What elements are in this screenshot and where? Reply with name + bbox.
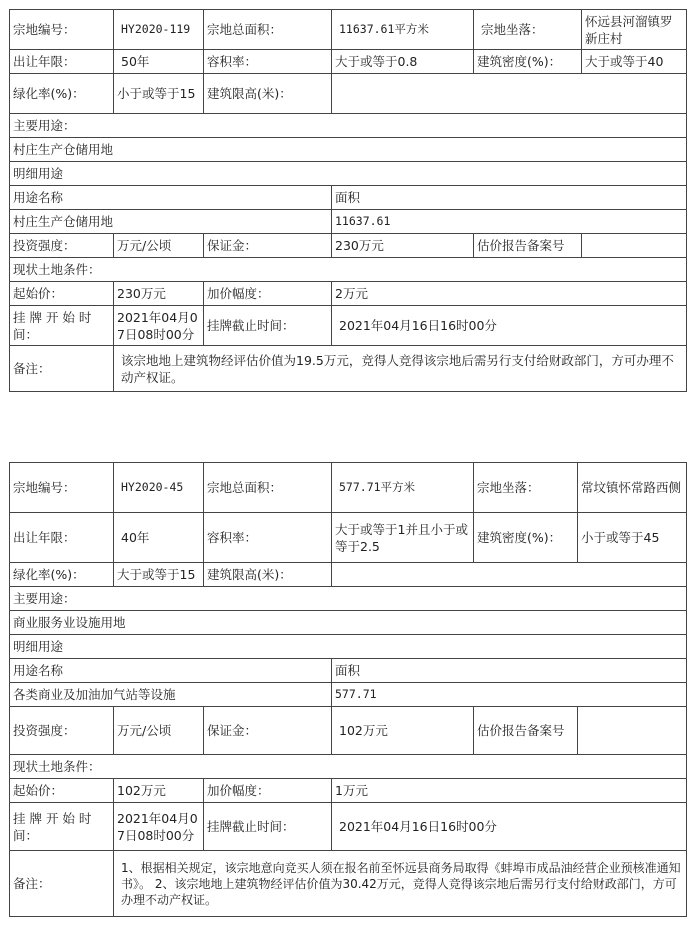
location: 常坟镇怀常路西侧 [578, 463, 687, 513]
parcel-table [9, 9, 687, 392]
table-row [10, 463, 687, 513]
main-use: 村庄生产仓储用地 [10, 138, 687, 162]
list-end: 2021年04月16日16时00分 [332, 803, 687, 851]
main-use: 商业服务业设施用地 [10, 611, 687, 635]
greening: 大于或等于15 [114, 563, 204, 587]
label-density: 建筑密度(%)： [474, 513, 578, 563]
far: 大于或等于1并且小于或等于2.5 [332, 513, 474, 563]
list-start: 2021年04月07日08时00分 [114, 803, 204, 851]
label-condition: 现状土地条件： [10, 755, 687, 779]
table-row [10, 74, 687, 114]
use-area: 577.71 [332, 683, 687, 707]
label-term: 出让年限： [10, 513, 114, 563]
greening: 小于或等于15 [114, 74, 204, 114]
table-row [10, 635, 687, 659]
parcel-code: HY2020-45 [114, 463, 204, 513]
label-remark: 备注： [10, 851, 114, 917]
label-main-use: 主要用途： [10, 114, 687, 138]
table-row [10, 10, 687, 50]
table-row [10, 306, 687, 346]
table-row [10, 138, 687, 162]
remark: 该宗地地上建筑物经评估价值为19.5万元，竞得人竞得该宗地后需另行支付给财政部门，方可办理不动产权证。 [114, 346, 687, 392]
label-invest: 投资强度： [10, 707, 114, 755]
total-area: 11637.61平方米 [332, 10, 474, 50]
table-row [10, 683, 687, 707]
table-row [10, 563, 687, 587]
label-remark: 备注： [10, 346, 114, 392]
table-row [10, 803, 687, 851]
label-detail-use: 明细用途 [10, 635, 687, 659]
term: 50年 [114, 50, 204, 74]
increment: 1万元 [332, 779, 687, 803]
label-greening: 绿化率(%)： [10, 74, 114, 114]
table-row [10, 186, 687, 210]
label-term: 出让年限： [10, 50, 114, 74]
table-row [10, 659, 687, 683]
label-condition: 现状土地条件： [10, 258, 687, 282]
label-main-use: 主要用途： [10, 587, 687, 611]
density: 大于或等于40 [582, 50, 687, 74]
table-row [10, 114, 687, 138]
appraisal [578, 707, 687, 755]
list-start: 2021年04月07日08时00分 [114, 306, 204, 346]
deposit: 102万元 [332, 707, 474, 755]
label-far: 容积率： [204, 50, 332, 74]
term: 40年 [114, 513, 204, 563]
total-area: 577.71平方米 [332, 463, 474, 513]
label-total-area: 宗地总面积： [204, 10, 332, 50]
label-increment: 加价幅度： [204, 282, 332, 306]
label-use-name: 用途名称 [10, 659, 332, 683]
label-list-end: 挂牌截止时间： [204, 803, 332, 851]
label-parcel-code: 宗地编号： [10, 10, 114, 50]
label-deposit: 保证金： [204, 234, 332, 258]
label-start-price: 起始价： [10, 282, 114, 306]
label-use-name: 用途名称 [10, 186, 332, 210]
table-row [10, 346, 687, 392]
far: 大于或等于0.8 [332, 50, 474, 74]
use-area: 11637.61 [332, 210, 687, 234]
label-density: 建筑密度(%)： [474, 50, 582, 74]
table-row [10, 258, 687, 282]
appraisal [582, 234, 687, 258]
label-list-start: 挂 牌 开 始 时 间： [10, 306, 114, 346]
label-total-area: 宗地总面积： [204, 463, 332, 513]
label-height-limit: 建筑限高(米)： [204, 74, 332, 114]
table-row [10, 162, 687, 186]
label-list-start: 挂 牌 开 始 时 间： [10, 803, 114, 851]
use-name: 村庄生产仓储用地 [10, 210, 332, 234]
label-start-price: 起始价： [10, 779, 114, 803]
table-row [10, 50, 687, 74]
label-height-limit: 建筑限高(米)： [204, 563, 332, 587]
table-row [10, 611, 687, 635]
label-use-area: 面积 [332, 186, 687, 210]
label-list-end: 挂牌截止时间： [204, 306, 332, 346]
height-limit [332, 74, 687, 114]
table-row [10, 851, 687, 917]
label-appraisal: 估价报告备案号 [474, 707, 578, 755]
table-row [10, 755, 687, 779]
label-far: 容积率： [204, 513, 332, 563]
label-detail-use: 明细用途 [10, 162, 687, 186]
table-row [10, 210, 687, 234]
parcel-table [9, 462, 687, 917]
start-price: 230万元 [114, 282, 204, 306]
label-location: 宗地坐落： [474, 463, 578, 513]
parcel-code: HY2020-119 [114, 10, 204, 50]
height-limit [332, 563, 687, 587]
list-end: 2021年04月16日16时00分 [332, 306, 687, 346]
label-location: 宗地坐落： [474, 10, 582, 50]
use-name: 各类商业及加油加气站等设施 [10, 683, 332, 707]
table-row [10, 707, 687, 755]
label-deposit: 保证金： [204, 707, 332, 755]
label-use-area: 面积 [332, 659, 687, 683]
remark: 1、根据相关规定，该宗地意向竞买人须在报名前至怀远县商务局取得《蚌埠市成品油经营企业预核准通知书》。 2、该宗地地上建筑物经评估价值为30.42万元，竞得人竞得该宗地后需另行支付给财政部门，方可办理不动产权证。 [114, 851, 687, 917]
label-appraisal: 估价报告备案号 [474, 234, 582, 258]
increment: 2万元 [332, 282, 687, 306]
location: 怀远县河溜镇罗新庄村 [582, 10, 687, 50]
label-invest: 投资强度： [10, 234, 114, 258]
start-price: 102万元 [114, 779, 204, 803]
table-row [10, 234, 687, 258]
deposit: 230万元 [332, 234, 474, 258]
label-parcel-code: 宗地编号： [10, 463, 114, 513]
table-row [10, 587, 687, 611]
label-increment: 加价幅度： [204, 779, 332, 803]
table-row [10, 282, 687, 306]
invest: 万元/公顷 [114, 234, 204, 258]
invest: 万元/公顷 [114, 707, 204, 755]
table-row [10, 513, 687, 563]
table-row [10, 779, 687, 803]
label-greening: 绿化率(%)： [10, 563, 114, 587]
density: 小于或等于45 [578, 513, 687, 563]
